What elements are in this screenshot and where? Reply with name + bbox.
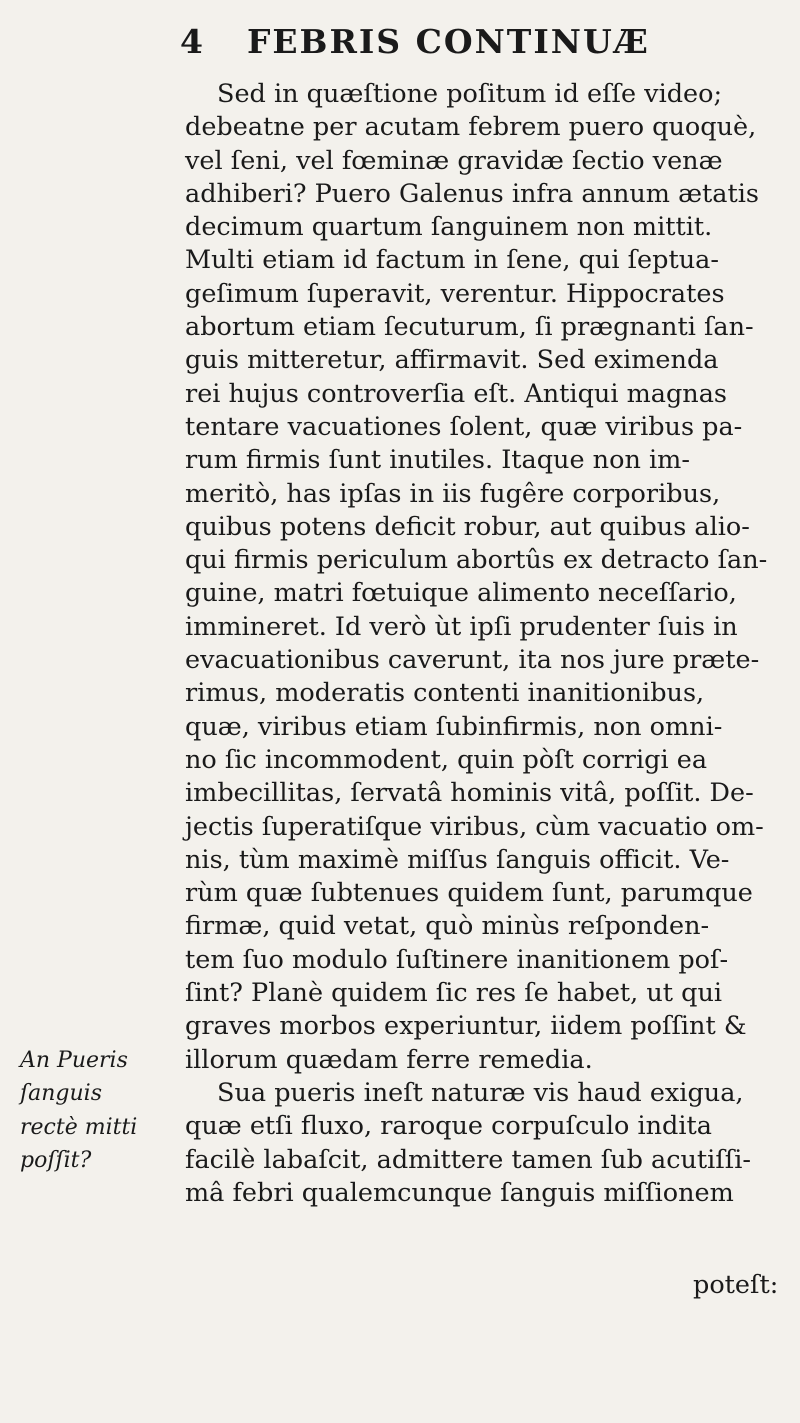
text-line: ſint? Planè quidem ſic res ſe habet, ut qui xyxy=(185,978,723,1009)
text-line: Sed in quæſtione poſitum id eſſe video; xyxy=(217,79,723,109)
text-line: rum firmis ſunt inutiles. Itaque non im- xyxy=(185,445,690,476)
text-line: vel ſeni, vel fœminæ gravidæ ſectio venæ xyxy=(185,145,723,176)
margin-note-line: rectè mitti xyxy=(20,1114,138,1140)
margin-note-line: ſanguis xyxy=(20,1081,103,1107)
page-number: 4 xyxy=(180,22,205,61)
text-line: quibus potens deficit robur, aut quibus alio- xyxy=(185,511,750,542)
margin-note-line: An Pueris xyxy=(20,1048,128,1073)
text-line: mâ febri qualemcunque ſanguis miſſionem xyxy=(185,1177,734,1208)
text-line: illorum quædam ferre remedia. xyxy=(185,1044,593,1075)
text-line: guis mitteretur, affirmavit. Sed eximenda xyxy=(185,345,719,376)
text-line: decimum quartum ſanguinem non mittit. xyxy=(185,212,713,243)
text-line: adhiberi? Puero Galenus infra annum ætatis xyxy=(185,178,759,209)
text-line: evacuationibus caverunt, ita nos jure præte- xyxy=(185,645,760,676)
running-title: FEBRIS CONTINUÆ xyxy=(246,22,650,61)
text-line: Multi etiam id factum in ſene, qui ſeptua- xyxy=(185,245,719,276)
text-line: jectis ſuperatiſque viribus, cùm vacuatio om- xyxy=(185,811,764,842)
text-line: no ſic incommodent, quin pòſt corrigi ea xyxy=(185,744,708,775)
text-line: rei hujus controverſia eſt. Antiqui magnas xyxy=(185,378,727,409)
text-line: quæ, viribus etiam ſubinfirmis, non omni- xyxy=(185,711,723,742)
text-line: immineret. Id verò ùt ipſi prudenter ſuis in xyxy=(185,611,738,642)
text-line: rimus, moderatis contenti inanitionibus, xyxy=(185,678,705,709)
main-text-block xyxy=(185,78,785,1210)
text-line: facilè labaſcit, admittere tamen ſub acutiſſi- xyxy=(185,1144,751,1175)
margin-note-line: poſſit? xyxy=(20,1147,92,1173)
text-line: meritò, has ipſas in iis fugêre corporibus, xyxy=(185,478,721,509)
text-line: geſimum ſuperavit, verentur. Hippocrates xyxy=(185,278,725,309)
text-line: Sua pueris ineſt naturæ vis haud exigua, xyxy=(217,1077,744,1108)
text-line: guine, matri fœtuique alimento neceſſario, xyxy=(185,578,737,609)
text-line: quæ etſi fluxo, raroque corpuſculo indita xyxy=(185,1111,712,1142)
text-line: debeatne per acutam febrem puero quoquè, xyxy=(185,112,757,143)
text-line: rùm quæ ſubtenues quidem ſunt, parumque xyxy=(185,878,753,909)
text-line: imbecillitas, ſervatâ hominis vitâ, poſſit. De- xyxy=(185,778,754,809)
text-line: tem ſuo modulo ſuſtinere inanitionem poſ- xyxy=(185,944,729,975)
catchword: poteſt: xyxy=(693,1270,779,1300)
text-line: graves morbos experiuntur, iidem poſſint & xyxy=(185,1011,747,1042)
text-line: firmæ, quid vetat, quò minùs reſponden- xyxy=(185,911,710,942)
text-line: abortum etiam ſecuturum, ſi prægnanti ſan- xyxy=(185,312,754,343)
text-line: tentare vacuationes ſolent, quæ viribus pa- xyxy=(185,411,743,442)
margin-note xyxy=(20,1044,190,1177)
text-line: qui firmis periculum abortûs ex detracto ſan- xyxy=(185,545,768,576)
running-header xyxy=(180,22,650,61)
text-line: nis, tùm maximè miſſus ſanguis officit. Ve- xyxy=(185,844,730,875)
